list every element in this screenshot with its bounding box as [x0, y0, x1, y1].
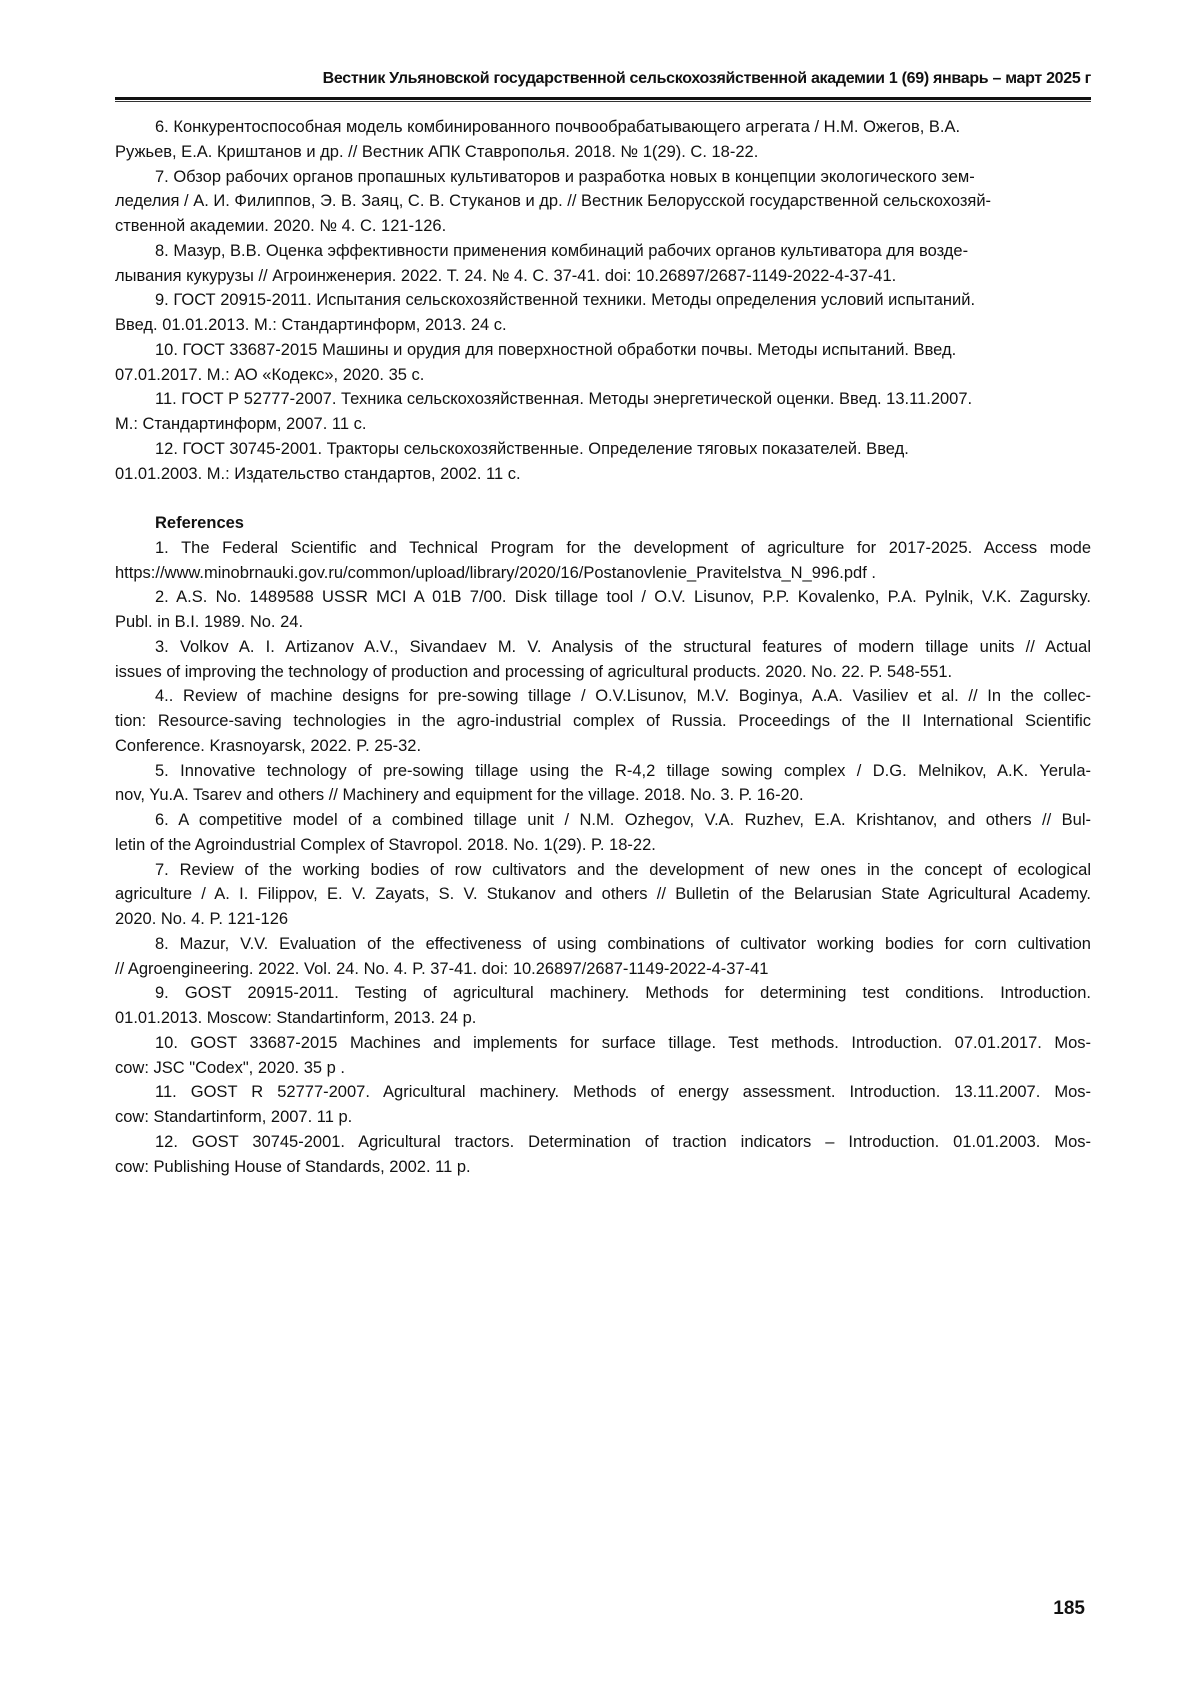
reference-line: cow: JSC "Codex", 2020. 35 p .	[115, 1058, 346, 1077]
reference-line: 4.. Review of machine designs for pre-sowing tillage / O.V.Lisunov, M.V. Boginya, A.A. Vasiliev et al. // In the collec-	[155, 687, 1091, 706]
reference-line: 3. Volkov A. I. Artizanov A.V., Sivandaev M. V. Analysis of the structural features of modern tillage units // Actual	[155, 637, 1091, 656]
reference-line: tion: Resource-saving technologies in the agro-industrial complex of Russia. Proceedings of the II International Scientific	[115, 712, 1091, 730]
reference-line: agriculture / A. I. Filippov, E. V. Zayats, S. V. Stukanov and others // Bulletin of the Belarusian State Agricultural Academy.	[115, 885, 1091, 904]
reference-item	[115, 1080, 1091, 1130]
reference-item	[115, 288, 1091, 338]
reference-item	[115, 759, 1091, 809]
journal-running-header: Вестник Ульяновской государственной сельскохозяйственной академии 1 (69) январь – март 2025 г	[322, 70, 1091, 87]
page-number: 185	[1053, 1598, 1085, 1619]
reference-line: 1. The Federal Scientific and Technical Program for the development of agriculture for 2017-2025. Access mode	[155, 538, 1091, 557]
reference-line: М.: Стандартинформ, 2007. 11 с.	[115, 415, 367, 433]
reference-item	[115, 338, 1091, 388]
reference-line: issues of improving the technology of production and processing of agricultural products. 2020. No. 22. P. 548-551.	[115, 662, 953, 681]
reference-line: // Agroengineering. 2022. Vol. 24. No. 4. P. 37-41. doi: 10.26897/2687-1149-2022-4-37-41	[115, 959, 769, 978]
reference-item	[115, 387, 1091, 437]
reference-line: 7. Обзор рабочих органов пропашных культиваторов и разработка новых в концепции экологического зем-	[155, 167, 975, 186]
reference-line: 9. ГОСТ 20915-2011. Испытания сельскохозяйственной техники. Методы определения условий испытаний.	[155, 291, 976, 310]
reference-line: 11. GOST R 52777-2007. Agricultural machinery. Methods of energy assessment. Introduction. 13.11.2007. Mos-	[155, 1083, 1091, 1102]
reference-line: 11. ГОСТ Р 52777-2007. Техника сельскохозяйственная. Методы энергетической оценки. Введ. 13.11.2007.	[155, 390, 973, 409]
reference-line: 7. Review of the working bodies of row cultivators and the development of new ones in the concept of ecological	[155, 860, 1091, 879]
reference-item	[115, 808, 1091, 858]
reference-item	[115, 536, 1091, 586]
reference-line: 2. A.S. No. 1489588 USSR MCI A 01B 7/00. Disk tillage tool / O.V. Lisunov, P.P. Kovalenko, P.A. Pylnik, V.K. Zagursky.	[155, 588, 1091, 607]
reference-item	[115, 437, 1091, 487]
english-reference-list	[115, 536, 1091, 1180]
reference-item	[115, 932, 1091, 982]
reference-line: 6. A competitive model of a combined tillage unit / N.M. Ozhegov, V.A. Ruzhev, E.A. Krishtanov, and others // Bul-	[155, 811, 1091, 829]
reference-line: 8. Mazur, V.V. Evaluation of the effectiveness of using combinations of cultivator working bodies for corn cultivation	[155, 934, 1091, 953]
reference-line: 10. GOST 33687-2015 Machines and implements for surface tillage. Test methods. Introduction. 07.01.2017. Mos-	[155, 1033, 1091, 1052]
reference-item	[115, 115, 1091, 165]
reference-line: 8. Мазур, В.В. Оценка эффективности применения комбинаций рабочих органов культиватора для возде-	[155, 241, 969, 260]
reference-line: cow: Publishing House of Standards, 2002. 11 p.	[115, 1157, 471, 1176]
reference-line: nov, Yu.A. Tsarev and others // Machinery and equipment for the village. 2018. No. 3. P. 16-20.	[115, 786, 804, 805]
reference-line: cow: Standartinform, 2007. 11 p.	[115, 1108, 353, 1126]
header-rule	[115, 97, 1091, 100]
header-rule-thin	[115, 101, 1091, 102]
reference-line: 10. ГОСТ 33687-2015 Машины и орудия для поверхностной обработки почвы. Методы испытаний. Введ.	[155, 340, 957, 359]
reference-line: 01.01.2003. М.: Издательство стандартов, 2002. 11 с.	[115, 464, 521, 483]
reference-item	[115, 1031, 1091, 1081]
russian-reference-list	[115, 115, 1091, 486]
reference-line: 5. Innovative technology of pre-sowing tillage using the R-4,2 tillage sowing complex / D.G. Melnikov, A.K. Yerula-	[155, 761, 1091, 780]
reference-item	[115, 684, 1091, 758]
reference-line: леделия / А. И. Филиппов, Э. В. Заяц, С. В. Стуканов и др. // Вестник Белорусской государственной сельскохозяй-	[115, 192, 992, 211]
section-gap	[115, 486, 1091, 511]
reference-line: Conference. Krasnoyarsk, 2022. P. 25-32.	[115, 736, 422, 755]
reference-content	[115, 115, 1091, 1179]
references-heading: References	[155, 514, 244, 532]
reference-item	[115, 585, 1091, 635]
reference-line: Введ. 01.01.2013. М.: Стандартинформ, 2013. 24 с.	[115, 316, 507, 334]
reference-line: 9. GOST 20915-2011. Testing of agricultural machinery. Methods for determining test conditions. Introduction.	[155, 984, 1091, 1003]
reference-line: 2020. No. 4. P. 121-126	[115, 910, 289, 928]
reference-item	[115, 239, 1091, 289]
reference-line: ственной академии. 2020. № 4. С. 121-126.	[115, 217, 447, 235]
reference-line: 01.01.2013. Moscow: Standartinform, 2013. 24 p.	[115, 1009, 477, 1027]
reference-item	[115, 981, 1091, 1031]
reference-line: https://www.minobrnauki.gov.ru/common/upload/library/2020/16/Postanovlenie_Pravitelstva_N_996.pdf .	[115, 563, 876, 582]
reference-item	[115, 1130, 1091, 1180]
reference-item	[115, 635, 1091, 685]
reference-line: лывания кукурузы // Агроинженерия. 2022. Т. 24. № 4. С. 37-41. doi: 10.26897/2687-1149-2022-4-37-41.	[115, 266, 897, 285]
reference-line: 12. GOST 30745-2001. Agricultural tractors. Determination of traction indicators – Introduction. 01.01.2003. Mos-	[155, 1132, 1091, 1151]
reference-line: letin of the Agroindustrial Complex of Stavropol. 2018. No. 1(29). P. 18-22.	[115, 835, 656, 854]
reference-line: Publ. in B.I. 1989. No. 24.	[115, 613, 304, 631]
reference-item	[115, 858, 1091, 932]
reference-line: Ружьев, Е.А. Криштанов и др. // Вестник АПК Ставрополья. 2018. № 1(29). С. 18-22.	[115, 142, 759, 161]
reference-line: 12. ГОСТ 30745-2001. Тракторы сельскохозяйственные. Определение тяговых показателей. Введ.	[155, 439, 909, 458]
reference-line: 6. Конкурентоспособная модель комбинированного почвообрабатывающего агрегата / Н.М. Ожегов, В.А.	[155, 118, 961, 136]
reference-item	[115, 165, 1091, 239]
reference-line: 07.01.2017. М.: АО «Кодекс», 2020. 35 с.	[115, 365, 425, 384]
